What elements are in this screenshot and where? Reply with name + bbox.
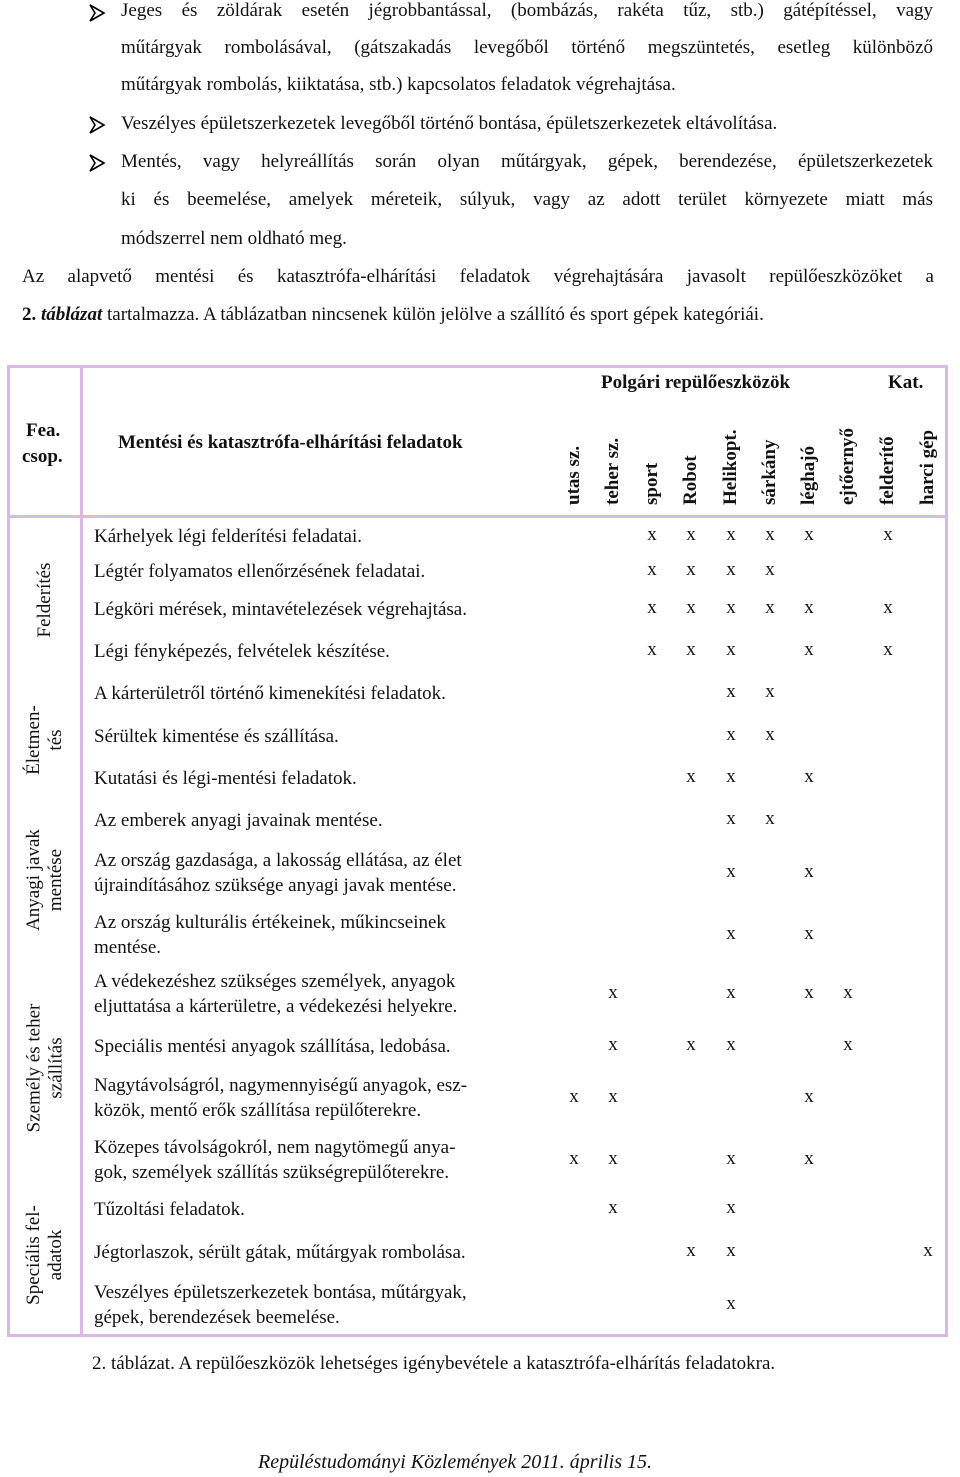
task-cell [94, 1135, 455, 1185]
mark-cell: x [765, 681, 775, 702]
bullet-line: Veszélyes épületszerkezetek levegőből történő bontása, épületszerkezetek eltávolítása. [121, 113, 778, 134]
mark-cell: x [726, 1034, 736, 1055]
task-cell [94, 559, 425, 584]
mark-cell: x [686, 766, 696, 787]
group-label-line: szállítás [45, 1036, 66, 1099]
task-line: közök, mentő erők szállítása repülőterekre. [94, 1100, 422, 1121]
paragraph-line [22, 302, 764, 328]
column-header: teher sz. [602, 437, 623, 505]
mark-cell: x [686, 639, 696, 660]
task-line: Speciális mentési anyagok szállítása, ledobása. [94, 1035, 451, 1057]
task-line: eljuttatása a kárterületre, a védekezési helyekre. [94, 996, 458, 1017]
paragraph-rest: tartalmazza. A táblázatban nincsenek külön jelölve a szállító és sport gépek kategóriái. [102, 304, 764, 325]
task-line: újraindításához szüksége anyagi javak mentése. [94, 875, 457, 896]
bullet-line: ki és beemelése, amelyek méreteik, súlyuk, vagy az adott terület környezete miatt más [121, 189, 933, 210]
group-label [23, 960, 67, 1175]
table-caption: 2. táblázat. A repülőeszközök lehetséges igénybevétele a katasztrófa-elhárítás feladatokra. [92, 1353, 776, 1374]
mark-cell: x [647, 524, 657, 545]
task-line: gok, személyek szállítás szükségrepülőterekre. [94, 1162, 450, 1183]
mark-cell: x [726, 766, 736, 787]
task-cell [94, 808, 383, 833]
bullet-line: műtárgyak rombolás, kiiktatása, stb.) kapcsolatos feladatok végrehajtása. [121, 74, 676, 95]
header-group-line: csop. [22, 446, 63, 467]
mark-cell: x [686, 1240, 696, 1261]
group-label-line: Felderítés [34, 562, 55, 638]
mark-cell: x [726, 808, 736, 829]
task-line: Nagytávolságról, nagymennyiségű anyagok, esz- [94, 1075, 468, 1096]
group-label-line: Anyagi javak [23, 829, 44, 931]
group-label-line: adatok [45, 1229, 66, 1281]
task-cell [94, 848, 462, 898]
task-cell [94, 1034, 451, 1059]
mark-cell: x [883, 524, 893, 545]
task-cell [94, 1073, 467, 1123]
mark-cell: x [726, 1240, 736, 1261]
table-ref-word: táblázat [41, 304, 103, 325]
task-line: Jégtorlaszok, sérült gátak, műtárgyak rombolása. [94, 1241, 466, 1263]
mark-cell: x [686, 1034, 696, 1055]
page-footer: Repüléstudományi Közlemények 2011. április 15. [258, 1451, 653, 1473]
column-header: felderítő [877, 436, 898, 505]
task-line: Veszélyes épületszerkezetek bontása, műtárgyak, [94, 1282, 467, 1303]
mark-cell: x [923, 1240, 933, 1261]
mark-cell: x [843, 982, 853, 1003]
column-header: harci gép [917, 429, 938, 505]
mark-cell: x [647, 639, 657, 660]
group-label [23, 1175, 67, 1335]
mark-cell: x [804, 766, 814, 787]
task-cell [94, 724, 339, 749]
mark-cell: x [726, 597, 736, 618]
mark-cell: x [804, 861, 814, 882]
mark-cell: x [647, 559, 657, 580]
mark-cell: x [608, 982, 618, 1003]
mark-cell: x [608, 1034, 618, 1055]
column-header: ejtőernyő [837, 427, 858, 505]
group-label [34, 520, 56, 680]
group-label-line: Személy és teher [23, 1003, 44, 1132]
bullet-line: módszerrel nem oldható meg. [121, 228, 347, 249]
mark-cell: x [686, 559, 696, 580]
task-line: mentése. [94, 937, 162, 958]
mark-cell: x [804, 524, 814, 545]
bullet-line: Jeges és zöldárak esetén jégrobbantással, (bombázás, rakéta tűz, stb.) gátépítéssel, vagy [121, 0, 933, 21]
task-cell [94, 766, 357, 791]
column-header: léghajó [798, 445, 819, 505]
task-cell [94, 597, 467, 622]
column-header: Helikopt. [720, 429, 741, 505]
mark-cell: x [765, 597, 775, 618]
header-group-line: Fea. [26, 420, 61, 441]
task-cell [94, 681, 446, 706]
task-line: Légi fényképezés, felvételek készítése. [94, 640, 390, 662]
mark-cell: x [726, 982, 736, 1003]
mark-cell: x [843, 1034, 853, 1055]
bullet-line: Mentés, vagy helyreállítás során olyan műtárgyak, gépek, berendezése, épületszerkezetek [121, 151, 933, 172]
group-label [23, 680, 67, 800]
mark-cell: x [726, 923, 736, 944]
mark-cell: x [726, 1293, 736, 1314]
mark-cell: x [804, 1148, 814, 1169]
mark-cell: x [804, 597, 814, 618]
mark-cell: x [883, 639, 893, 660]
bullet-arrow-icon [87, 115, 107, 135]
mark-cell: x [686, 524, 696, 545]
header-military: Kat. [888, 372, 924, 393]
task-line: Az ország kulturális értékeinek, műkincseinek [94, 912, 446, 933]
mark-cell: x [686, 597, 696, 618]
mark-cell: x [647, 597, 657, 618]
mark-cell: x [883, 597, 893, 618]
mark-cell: x [765, 524, 775, 545]
column-header: sport [641, 462, 662, 505]
task-cell [94, 969, 457, 1019]
mark-cell: x [765, 559, 775, 580]
group-label-line: tés [45, 729, 66, 751]
column-header: utas sz. [563, 445, 584, 505]
mark-cell: x [726, 1148, 736, 1169]
mark-cell: x [804, 639, 814, 660]
mark-cell: x [608, 1148, 618, 1169]
group-label [23, 800, 67, 960]
mark-cell: x [569, 1148, 579, 1169]
task-line: A védekezéshez szükséges személyek, anyagok [94, 971, 456, 992]
bullet-line: műtárgyak rombolásával, (gátszakadás levegőből történő megszüntetés, esetleg különböző [121, 37, 933, 58]
mark-cell: x [726, 724, 736, 745]
table-ref-number: 2. [22, 304, 37, 325]
group-label-line: mentése [45, 848, 66, 912]
paragraph-line: Az alapvető mentési és katasztrófa-elhárítási feladatok végrehajtására javasolt repülőeszközöket a [22, 266, 934, 287]
task-line: gépek, berendezések beemelése. [94, 1307, 340, 1328]
task-line: Kárhelyek légi felderítési feladatai. [94, 525, 362, 547]
mark-cell: x [726, 681, 736, 702]
mark-cell: x [804, 923, 814, 944]
task-cell [94, 1240, 466, 1265]
group-label-line: Speciális fel- [23, 1205, 44, 1305]
bullet-arrow-icon [87, 153, 107, 173]
task-line: Az emberek anyagi javainak mentése. [94, 809, 383, 831]
task-line: Az ország gazdasága, a lakosság ellátása, az élet [94, 850, 462, 871]
mark-cell: x [726, 1197, 736, 1218]
task-line: Légköri mérések, mintavételezések végrehajtása. [94, 598, 467, 620]
task-cell [94, 524, 362, 549]
mark-cell: x [608, 1197, 618, 1218]
header-tasks: Mentési és katasztrófa-elhárítási feladatok [118, 432, 463, 453]
table-divider [7, 515, 948, 518]
task-cell [94, 1280, 467, 1330]
task-line: Közepes távolságokról, nem nagytömegű anya- [94, 1137, 456, 1158]
table-divider [80, 365, 83, 1337]
task-line: Kutatási és légi-mentési feladatok. [94, 767, 357, 789]
mark-cell: x [804, 982, 814, 1003]
column-header: sárkány [759, 439, 780, 505]
task-cell [94, 639, 390, 664]
mark-cell: x [726, 861, 736, 882]
task-line: A kárterületről történő kimenekítési feladatok. [94, 682, 446, 704]
mark-cell: x [804, 1086, 814, 1107]
task-line: Légtér folyamatos ellenőrzésének feladatai. [94, 560, 426, 582]
task-line: Tűzoltási feladatok. [94, 1198, 245, 1220]
mark-cell: x [726, 524, 736, 545]
mark-cell: x [765, 808, 775, 829]
bullet-arrow-icon [87, 3, 107, 23]
task-cell [94, 1197, 245, 1222]
mark-cell: x [608, 1086, 618, 1107]
mark-cell: x [569, 1086, 579, 1107]
task-cell [94, 910, 446, 960]
mark-cell: x [726, 639, 736, 660]
task-line: Sérültek kimentése és szállítása. [94, 725, 339, 747]
column-header: Robot [680, 455, 701, 505]
header-civil-aircraft: Polgári repülőeszközök [601, 372, 791, 393]
group-label-line: Életmen- [23, 705, 44, 775]
mark-cell: x [726, 559, 736, 580]
mark-cell: x [765, 724, 775, 745]
